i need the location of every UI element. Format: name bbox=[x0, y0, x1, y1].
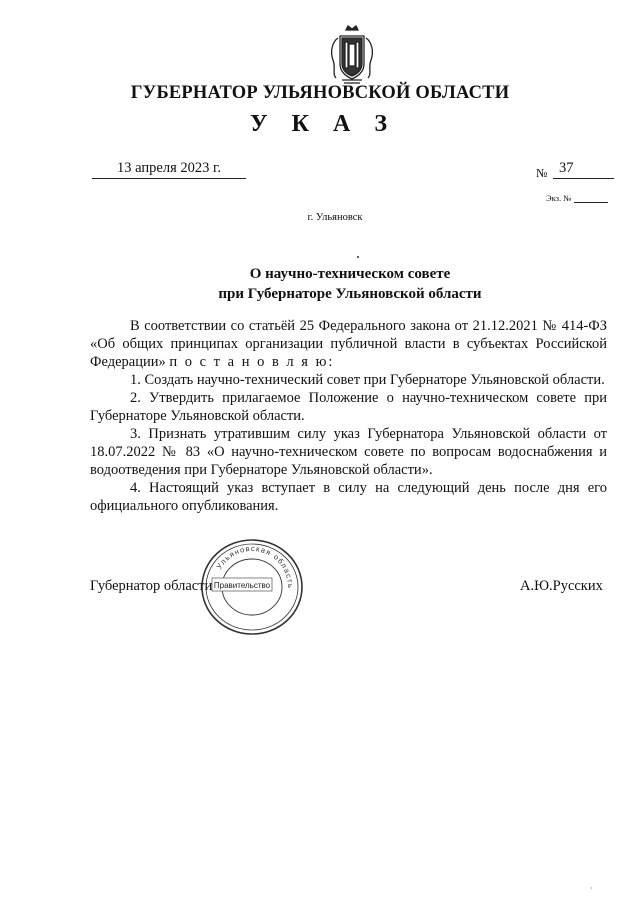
item-3: 3. Признать утратившим силу указ Губернатора Ульяновской области от 18.07.2022 № 83 «О научно-техническом совете по вопросам водоснабжения и водоотведения при Губернаторе Ульяновской области». bbox=[90, 426, 607, 478]
preamble-text: В соответствии со статьёй 25 Федерального закона от 21.12.2021 № 414-ФЗ «Об общих принципах организации публичной власти в субъектах Российской Федерации» bbox=[90, 318, 607, 370]
item-2: 2. Утвердить прилагаемое Положение о научно-техническом совете при Губернаторе Ульяновской области. bbox=[90, 390, 607, 424]
signatory-name: А.Ю.Русских bbox=[520, 578, 603, 594]
title-line-2: при Губернаторе Ульяновской области bbox=[218, 286, 482, 302]
margin-mark: · bbox=[590, 884, 593, 893]
coat-of-arms-emblem bbox=[328, 24, 376, 86]
copy-number-line bbox=[574, 202, 608, 203]
item-1: 1. Создать научно-технический совет при Губернаторе Ульяновской области. bbox=[130, 372, 605, 388]
number-label: № bbox=[536, 166, 548, 180]
seal-center-text: Правительство bbox=[213, 581, 271, 590]
item-4: 4. Настоящий указ вступает в силу на следующий день после дня его официального опубликования. bbox=[90, 480, 607, 514]
scan-dot bbox=[357, 256, 359, 258]
issuing-authority: ГУБЕРНАТОР УЛЬЯНОВСКОЙ ОБЛАСТИ bbox=[130, 83, 510, 103]
document-date: 13 апреля 2023 г. bbox=[92, 160, 246, 179]
preamble-paragraph bbox=[90, 317, 607, 371]
document-body bbox=[90, 317, 607, 515]
signatory-role: Губернатор области bbox=[90, 578, 213, 594]
seal-ring-text: Ульяновская область bbox=[214, 543, 296, 590]
city: г. Ульяновск bbox=[307, 212, 363, 223]
title-line-1: О научно-техническом совете bbox=[249, 266, 451, 282]
document-title bbox=[60, 264, 640, 304]
document-number: 37 bbox=[553, 160, 614, 179]
official-seal-stamp bbox=[200, 538, 304, 636]
decree-word: п о с т а н о в л я ю: bbox=[169, 354, 335, 370]
document-type: У К А З bbox=[249, 111, 396, 137]
copy-number-label: Экз. № bbox=[546, 193, 572, 203]
